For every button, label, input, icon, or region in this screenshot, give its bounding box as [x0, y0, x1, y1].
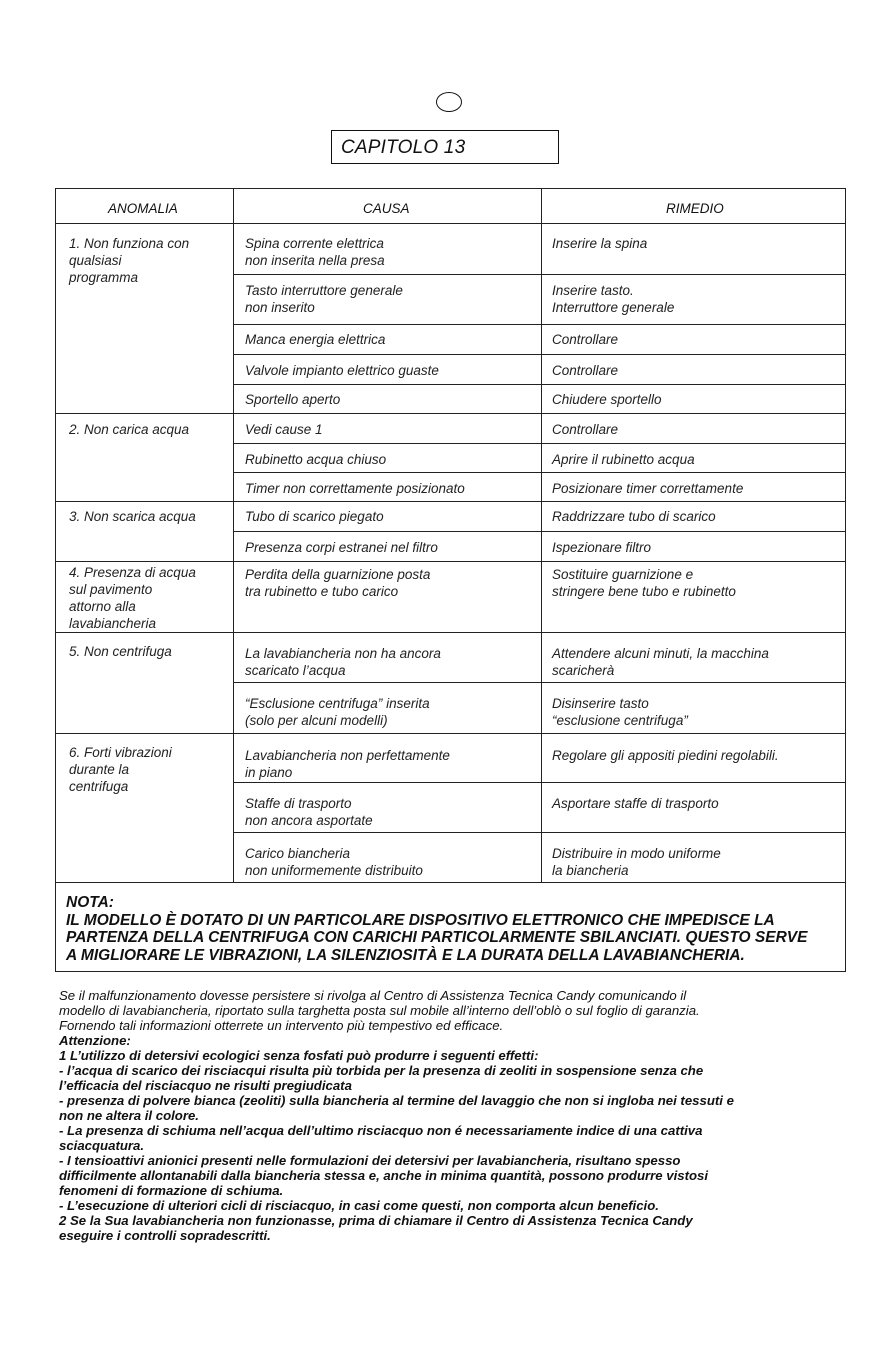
header-rimedio: RIMEDIO — [666, 201, 724, 216]
row-divider — [233, 324, 845, 325]
cause-cell: Vedi cause 1 — [245, 422, 323, 437]
anomaly-cell: 4. Presenza di acqua sul pavimento attorno alla lavabiancheria — [69, 565, 196, 631]
row-divider — [233, 443, 845, 444]
cause-cell: Lavabiancheria non perfettamente in piano — [245, 748, 450, 780]
column-divider — [541, 189, 542, 882]
row-divider — [56, 223, 845, 224]
cause-cell: Valvole impianto elettrico guaste — [245, 363, 439, 378]
cause-cell: Perdita della guarnizione posta tra rubinetto e tubo carico — [245, 567, 431, 599]
chapter-title: CAPITOLO 13 — [331, 130, 559, 164]
row-divider — [56, 501, 845, 502]
remedy-cell: Attendere alcuni minuti, la macchina scaricherà — [552, 646, 769, 678]
remedy-cell: Controllare — [552, 363, 619, 378]
row-divider — [56, 733, 845, 734]
row-divider — [56, 413, 845, 414]
row-divider — [233, 832, 845, 833]
anomaly-cell: 1. Non funziona con qualsiasi programma — [69, 236, 190, 285]
remedy-cell: Controllare — [552, 422, 619, 437]
cause-cell: Spina corrente elettrica non inserita nella presa — [245, 236, 385, 268]
row-divider — [56, 632, 845, 633]
troubleshooting-table — [55, 188, 846, 883]
cause-cell: Rubinetto acqua chiuso — [245, 452, 387, 467]
remedy-cell: Raddrizzare tubo di scarico — [552, 509, 716, 524]
note-box — [55, 882, 846, 972]
cause-cell: Sportello aperto — [245, 392, 341, 407]
row-divider — [233, 531, 845, 532]
anomaly-cell: 3. Non scarica acqua — [69, 509, 196, 524]
anomaly-cell: 5. Non centrifuga — [69, 644, 172, 659]
anomaly-cell: 2. Non carica acqua — [69, 422, 190, 437]
remedy-cell: Inserire tasto. Interruttore generale — [552, 283, 675, 315]
header-causa: CAUSA — [363, 201, 410, 216]
cause-cell: Staffe di trasporto non ancora asportate — [245, 796, 373, 828]
row-divider — [56, 561, 845, 562]
intro-paragraph: Se il malfunzionamento dovesse persistere si rivolga al Centro di Assistenza Tecnica Candy comunicando il modello di lavabiancheria, riportato sulla targhetta posta sul mobile all’interno dell’oblò o sul foglio di garanzia. Fornendo tali informazioni otterrete un intervento più tempestivo ed efficace. — [59, 988, 700, 1033]
attention-section: Attenzione: 1 L’utilizzo di detersivi ecologici senza fosfati può produrre i seguenti effetti: - l’acqua di scarico dei risciacqui risulta più torbida per la presenza di zeoliti in sospensione senza che l’efficacia del risciacquo ne risulti pregiudicata - presenza di polvere bianca (zeoliti) sulla biancheria al termine del lavaggio che non si ingloba nei tessuti e non ne altera il colore. - La presenza di schiuma nell’acqua dell’ultimo risciacquo non é necessariamente indice di una cattiva sciacquatura. - I tensioattivi anionici presenti nelle formulazioni dei detersivi per lavabiancheria, risultano spesso difficilmente allontanabili dalla biancheria stessa e, anche in minima quantità, possono produrre vistosi fenomeni di formazione di schiuma. - L’esecuzione di ulteriori cicli di risciacquo, in casi come questi, non comporta alcun beneficio. 2 Se la Sua lavabiancheria non funzionasse, prima di chiamare il Centro di Assistenza Tecnica Candy eseguire i controlli sopradescritti. — [59, 1033, 734, 1243]
cause-cell: Manca energia elettrica — [245, 332, 386, 347]
header-anomalia: ANOMALIA — [108, 201, 178, 216]
remedy-cell: Chiudere sportello — [552, 392, 662, 407]
row-divider — [233, 384, 845, 385]
row-divider — [233, 354, 845, 355]
row-divider — [233, 782, 845, 783]
remedy-cell: Distribuire in modo uniforme la biancheria — [552, 846, 721, 878]
remedy-cell: Asportare staffe di trasporto — [552, 796, 719, 811]
remedy-cell: Controllare — [552, 332, 619, 347]
remedy-cell: Ispezionare filtro — [552, 540, 652, 555]
cause-cell: Timer non correttamente posizionato — [245, 481, 465, 496]
cause-cell: La lavabiancheria non ha ancora scaricato l’acqua — [245, 646, 441, 678]
remedy-cell: Inserire la spina — [552, 236, 648, 251]
remedy-cell: Sostituire guarnizione e stringere bene tubo e rubinetto — [552, 567, 736, 599]
note-text: NOTA: IL MODELLO È DOTATO DI UN PARTICOLARE DISPOSITIVO ELETTRONICO CHE IMPEDISCE LA PARTENZA DELLA CENTRIFUGA CON CARICHI PARTICOLARMENTE SBILANCIATI. QUESTO SERVE A MIGLIORARE LE VIBRAZIONI, LA SILENZIOSITÀ E LA DURATA DELLA LAVABIANCHERIA. — [66, 894, 808, 964]
remedy-cell: Regolare gli appositi piedini regolabili. — [552, 748, 779, 763]
country-oval-badge — [436, 92, 462, 112]
cause-cell: Tasto interruttore generale non inserito — [245, 283, 403, 315]
column-divider — [233, 189, 234, 882]
remedy-cell: Disinserire tasto “esclusione centrifuga” — [552, 696, 688, 728]
row-divider — [233, 682, 845, 683]
anomaly-cell: 6. Forti vibrazioni durante la centrifuga — [69, 745, 172, 794]
remedy-cell: Posizionare timer correttamente — [552, 481, 744, 496]
cause-cell: “Esclusione centrifuga” inserita (solo per alcuni modelli) — [245, 696, 430, 728]
cause-cell: Tubo di scarico piegato — [245, 509, 384, 524]
row-divider — [233, 274, 845, 275]
cause-cell: Presenza corpi estranei nel filtro — [245, 540, 438, 555]
remedy-cell: Aprire il rubinetto acqua — [552, 452, 695, 467]
row-divider — [233, 472, 845, 473]
cause-cell: Carico biancheria non uniformemente distribuito — [245, 846, 423, 878]
